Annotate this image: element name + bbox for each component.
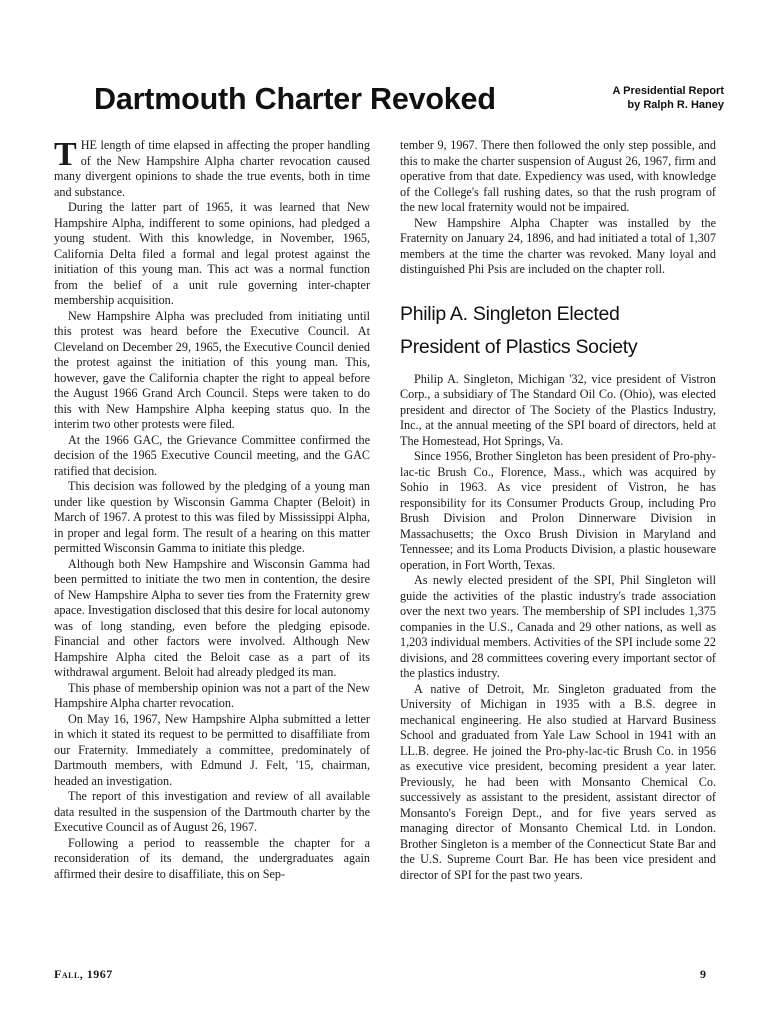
article-paragraph: This decision was followed by the pledging of a young man under like question by Wisconsin Gamma Chapter (Beloit) in March of 1967. A protest to this was filed by Mississippi Alpha, in proper and legal form. The result of a hearing on this matter permitted Wisconsin Gamma to initiate this pledge. bbox=[54, 479, 370, 555]
article-paragraph: New Hampshire Alpha Chapter was installed by the Fraternity on January 24, 1896, and had initiated a total of 1,307 members at the time the charter was revoked. Many loyal and distinguished Phi Psis are included on the chapter roll. bbox=[400, 215, 716, 276]
article-paragraph: As newly elected president of the SPI, Phil Singleton will guide the activities of the plastic industry's trade association over the next two years. The membership of SPI includes 1,375 companies in the U.S., Canada and 29 other nations, as well as 1,203 individual members. Activities of the SPI include some 22 divisions, and 28 committees covering every important sector of the plastics industry. bbox=[400, 573, 716, 680]
article-paragraph: The report of this investigation and review of all available data resulted in the suspension of the Dartmouth charter by the Executive Council as of August 26, 1967. bbox=[54, 789, 370, 834]
article-paragraph: At the 1966 GAC, the Grievance Committee confirmed the decision of the 1965 Executive Council meeting, and the GAC ratified that decision. bbox=[54, 432, 370, 478]
article-header bbox=[94, 82, 724, 122]
article-paragraph: Since 1956, Brother Singleton has been president of Pro-phy-lac-tic Brush Co., Florence, Mass., which was acquired by Sohio in 1963. As vice president of Vistron, he has responsibility for its Consumer Products Group, including Pro Brush Division and Prolon Dinnerware Division in Massachusetts; the Oxco Brush Division in Maryland and Tennessee; and its Loma Products Division, a plastic houseware operation, in Fort Worth, Texas. bbox=[400, 449, 716, 572]
article-paragraph: Philip A. Singleton, Michigan '32, vice president of Vistron Corp., a subsidiary of The Standard Oil Co. (Ohio), was elected president and director of The Society of the Plastics Industry, Inc., at the annual meeting of the SPI board of directors, held at The Homestead, Hot Springs, Va. bbox=[400, 371, 716, 448]
split-paragraph-part-2: tember 9, 1967. There then followed the only step possible, and this to make the charter suspension of August 26, 1967, firm and operative from that date. Expediency was used, with knowledge of the College's fall rushing dates, so that the rush program of the new local fraternity would not be impaired. bbox=[400, 138, 716, 214]
article-paragraph: New Hampshire Alpha was precluded from initiating until this protest was heard before the Executive Council. At Cleveland on December 29, 1965, the Executive Council denied the protest against the initiation of this young man. This, however, gave the California chapter the right to appeal before the August 1966 Grand Arch Council. Steps were taken to do this with New Hampshire Alpha keeping status quo. In the interim two other protests were filed. bbox=[54, 308, 370, 431]
drop-cap: T bbox=[54, 136, 77, 173]
article-paragraph: A native of Detroit, Mr. Singleton graduated from the University of Michigan in 1935 with a B.S. degree in mechanical engineering. He also studied at Harvard Business School and graduated from Yale Law School in 1941 with an LL.B. degree. He joined the Pro-phy-lac-tic Brush Co. in 1956 as executive vice president, becoming president a year later. Previously, he had been with Monsanto Chemical Co. successively as assistant to the president, assistant director of Monsanto's Foreign Dept., and for five years served as managing director of Monsanto Chemical Ltd. in London. Brother Singleton is a member of the Connecticut State Bar and the U.S. Supreme Court Bar. He has been vice president and director of SPI for the past two years. bbox=[400, 681, 716, 882]
report-byline: by Ralph R. Haney bbox=[627, 99, 724, 111]
article-paragraph: Although both New Hampshire and Wisconsin Gamma had been permitted to initiate the two men in contention, the desire of New Hampshire Alpha to sever ties from the Fraternity grew apace. Investigation disclosed that this desire for local autonomy was of long standing, even before the pledging episode. Financial and other factors were involved. Although New Hampshire Alpha cited the Beloit case as a part of its withdrawal argument. Beloit had already pledged its man. bbox=[54, 556, 370, 679]
headline-line-2: President of Plastics Society bbox=[400, 335, 638, 358]
page-number: 9 bbox=[700, 967, 706, 981]
article-paragraph: THE length of time elapsed in affecting the proper handling of the New Hampshire Alpha charter revocation caused many divergent opinions to shade the true events, both in time and substance. bbox=[54, 136, 370, 199]
article-paragraph: On May 16, 1967, New Hampshire Alpha submitted a letter in which it stated its request to be permitted to disaffiliate from our Fraternity. Immediately a committee, predominately of Dartmouth members, with Edmund J. Felt, '15, chairman, headed an investigation. bbox=[54, 711, 370, 788]
singleton-headline bbox=[400, 298, 716, 364]
article-title: Dartmouth Charter Revoked bbox=[94, 82, 496, 116]
article-paragraph-continued bbox=[400, 138, 716, 216]
article-paragraph bbox=[54, 836, 370, 883]
headline-line-1: Philip A. Singleton Elected bbox=[400, 302, 620, 325]
article-paragraph: During the latter part of 1965, it was learned that New Hampshire Alpha, indifferent to some opinions, had pledged a young student. With this knowledge, in November, 1965, California Delta filed a formal and legal protest against the initiation of this young man. This act was a normal function from the belief of a unit rule governing inter-chapter membership acquisition. bbox=[54, 200, 370, 307]
issue-date: Fall, 1967 bbox=[54, 967, 113, 981]
right-column bbox=[400, 138, 716, 883]
report-credit bbox=[613, 84, 724, 112]
report-kicker: A Presidential Report bbox=[612, 85, 724, 97]
left-column bbox=[54, 138, 370, 882]
split-paragraph-part-1: Following a period to reassemble the chapter for a reconsideration of its demand, the undergraduates again affirmed their desire to disaffiliate, this on Sep- bbox=[54, 835, 370, 881]
article-paragraph: This phase of membership opinion was not a part of the New Hampshire Alpha charter revocation. bbox=[54, 680, 370, 710]
